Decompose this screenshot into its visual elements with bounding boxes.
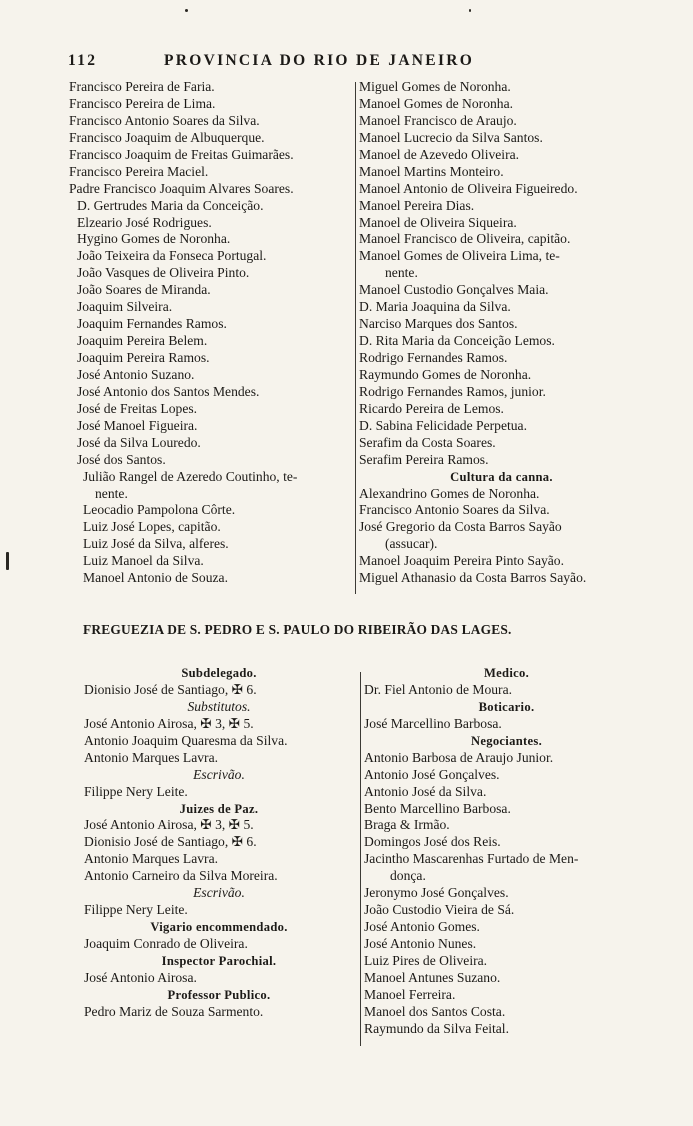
list-item: José Gregorio da Costa Barros Sayão xyxy=(359,519,562,535)
list-item: José Antonio Suzano. xyxy=(77,366,195,382)
list-item: Miguel Gomes de Noronha. xyxy=(359,79,511,94)
list-item: D. Rita Maria da Conceição Lemos. xyxy=(359,333,555,349)
list-item: Manoel Ferreira. xyxy=(364,986,456,1002)
role-heading: Boticario. xyxy=(478,699,535,714)
list-item: Manoel Francisco de Oliveira, capitão. xyxy=(359,231,571,247)
list-item: Hygino Gomes de Noronha. xyxy=(77,231,231,247)
column-divider xyxy=(355,82,356,594)
list-item: Filippe Nery Leite. xyxy=(84,783,188,799)
list-item: Francisco Antonio Soares da Silva. xyxy=(359,502,550,518)
list-item: José dos Santos. xyxy=(77,451,166,467)
list-item: Miguel Athanasio da Costa Barros Sayão. xyxy=(359,570,587,586)
role-heading: Medico. xyxy=(483,666,530,680)
list-item: José Antonio Airosa. xyxy=(84,969,197,985)
list-item-continuation: donça. xyxy=(390,868,426,884)
page-header xyxy=(68,52,568,78)
list-item: Rodrigo Fernandes Ramos, junior. xyxy=(359,383,546,399)
list-item: Manoel Antonio de Souza. xyxy=(83,570,228,586)
ink-speck xyxy=(469,9,471,12)
list-item: João Teixeira da Fonseca Portugal. xyxy=(77,248,267,264)
list-item: José Antonio Gomes. xyxy=(364,919,480,935)
list-item: Luiz Pires de Oliveira. xyxy=(364,952,488,968)
list-item: Dionisio José de Santiago, ✠ 6. xyxy=(84,681,257,697)
list-item: Joaquim Pereira Ramos. xyxy=(77,350,210,365)
list-item: Jacintho Mascarenhas Furtado de Men- xyxy=(364,851,579,867)
list-item: Leocadio Pampolona Côrte. xyxy=(83,502,236,518)
role-heading: Professor Publico. xyxy=(167,987,271,1002)
list-item: Dr. Fiel Antonio de Moura. xyxy=(364,681,513,697)
list-item: Manoel Gomes de Oliveira Lima, te- xyxy=(359,248,560,264)
list-item: Joaquim Silveira. xyxy=(77,299,173,315)
list-item: Manoel Martins Monteiro. xyxy=(359,163,504,179)
list-item: Luiz José da Silva, alferes. xyxy=(83,536,229,552)
list-item-continuation: nente. xyxy=(95,485,128,501)
list-item: José de Freitas Lopes. xyxy=(77,400,198,416)
names-column-right xyxy=(359,79,644,587)
list-item: Elzeario José Rodrigues. xyxy=(77,214,212,230)
list-item: D. Sabina Felicidade Perpetua. xyxy=(359,417,527,433)
page-title: PROVINCIA DO RIO DE JANEIRO xyxy=(164,52,475,69)
list-item: Ricardo Pereira de Lemos. xyxy=(359,400,504,416)
list-item: Francisco Joaquim de Freitas Guimarães. xyxy=(69,146,294,162)
list-item: Bento Marcellino Barbosa. xyxy=(364,800,511,816)
list-item: Serafim Pereira Ramos. xyxy=(359,451,489,467)
page-number: 112 xyxy=(68,52,98,69)
role-heading: Escrivão. xyxy=(193,885,245,901)
list-item: Raymundo da Silva Feital. xyxy=(364,1020,509,1036)
list-item: Antonio Marques Lavra. xyxy=(84,749,219,765)
list-item: José Antonio Nunes. xyxy=(364,936,477,951)
role-heading: Negociantes. xyxy=(470,733,543,748)
list-item: Antonio José da Silva. xyxy=(364,783,487,799)
list-item: Pedro Mariz de Souza Sarmento. xyxy=(84,1003,264,1019)
list-item: Antonio Carneiro da Silva Moreira. xyxy=(84,868,278,884)
list-item: João Custodio Vieira de Sá. xyxy=(364,902,515,918)
list-item: Francisco Antonio Soares da Silva. xyxy=(69,112,260,128)
list-item: D. Maria Joaquina da Silva. xyxy=(359,299,511,315)
list-item: Julião Rangel de Azeredo Coutinho, te- xyxy=(83,468,298,484)
list-item: João Vasques de Oliveira Pinto. xyxy=(77,265,250,281)
role-heading: Subdelegado. xyxy=(181,666,257,680)
role-heading: Vigario encommendado. xyxy=(150,920,288,935)
list-item: Rodrigo Fernandes Ramos. xyxy=(359,350,508,365)
list-item: Francisco Pereira de Lima. xyxy=(69,95,216,111)
list-item: Filippe Nery Leite. xyxy=(84,902,188,918)
role-heading: Substitutos. xyxy=(187,698,251,714)
ink-speck xyxy=(6,552,9,570)
list-item-continuation: nente. xyxy=(385,265,418,281)
list-item: Padre Francisco Joaquim Alvares Soares. xyxy=(69,180,294,196)
list-item: D. Gertrudes Maria da Conceição. xyxy=(77,197,264,213)
names-column-left xyxy=(69,79,354,587)
list-item: Dionisio José de Santiago, ✠ 6. xyxy=(84,834,257,850)
list-item: Luiz José Lopes, capitão. xyxy=(83,519,221,535)
list-item: Joaquim Conrado de Oliveira. xyxy=(84,936,248,951)
section-title: FREGUEZIA DE S. PEDRO E S. PAULO DO RIBEIRÃO DAS LAGES. xyxy=(83,622,512,637)
list-item: Luiz Manoel da Silva. xyxy=(83,553,204,569)
ink-speck xyxy=(185,9,188,12)
role-heading: Escrivão. xyxy=(193,766,245,782)
subsection-heading: Cultura da canna. xyxy=(450,469,553,484)
list-item: Domingos José dos Reis. xyxy=(364,834,501,850)
list-item: Narciso Marques dos Santos. xyxy=(359,316,518,332)
list-item: Manoel de Oliveira Siqueira. xyxy=(359,214,517,230)
list-item: Manoel Joaquim Pereira Pinto Sayão. xyxy=(359,553,565,569)
list-item: José Antonio Airosa, ✠ 3, ✠ 5. xyxy=(84,817,254,833)
list-item: Manoel Custodio Gonçalves Maia. xyxy=(359,282,549,298)
list-item: Antonio Marques Lavra. xyxy=(84,851,219,867)
list-item: Manoel Francisco de Araujo. xyxy=(359,112,517,128)
list-item: Antonio Joaquim Quaresma da Silva. xyxy=(84,732,288,748)
list-item: Francisco Pereira Maciel. xyxy=(69,163,209,179)
list-item: Francisco Joaquim de Albuquerque. xyxy=(69,129,265,145)
officials-column-right xyxy=(364,665,649,1038)
list-item: Manoel Lucrecio da Silva Santos. xyxy=(359,129,543,145)
list-item: Jeronymo José Gonçalves. xyxy=(364,885,509,901)
list-item: Francisco Pereira de Faria. xyxy=(69,79,215,94)
list-item: Raymundo Gomes de Noronha. xyxy=(359,366,532,382)
list-item: Joaquim Fernandes Ramos. xyxy=(77,316,227,332)
role-heading: Juizes de Paz. xyxy=(179,801,259,816)
list-item: Braga & Irmão. xyxy=(364,817,450,833)
list-item: João Soares de Miranda. xyxy=(77,282,211,298)
column-divider xyxy=(360,672,361,1046)
list-item: José Antonio dos Santos Mendes. xyxy=(77,383,260,399)
list-item: Manoel Pereira Dias. xyxy=(359,197,475,213)
list-item-continuation: (assucar). xyxy=(385,536,438,552)
role-heading: Inspector Parochial. xyxy=(161,953,277,968)
list-item: José da Silva Louredo. xyxy=(77,434,201,450)
list-item: Antonio Barbosa de Araujo Junior. xyxy=(364,749,554,765)
list-item: Joaquim Pereira Belem. xyxy=(77,333,208,349)
list-item: Manoel Gomes de Noronha. xyxy=(359,95,514,111)
list-item: José Manoel Figueira. xyxy=(77,417,198,433)
list-item: José Antonio Airosa, ✠ 3, ✠ 5. xyxy=(84,715,254,731)
list-item: Manoel Antunes Suzano. xyxy=(364,969,501,985)
list-item: Manoel Antonio de Oliveira Figueiredo. xyxy=(359,180,578,196)
list-item: Antonio José Gonçalves. xyxy=(364,766,500,782)
officials-column-left xyxy=(84,665,354,1021)
list-item: José Marcellino Barbosa. xyxy=(364,715,502,731)
list-item: Manoel de Azevedo Oliveira. xyxy=(359,146,520,162)
list-item: Alexandrino Gomes de Noronha. xyxy=(359,485,540,501)
list-item: Manoel dos Santos Costa. xyxy=(364,1003,506,1019)
list-item: Serafim da Costa Soares. xyxy=(359,434,496,450)
